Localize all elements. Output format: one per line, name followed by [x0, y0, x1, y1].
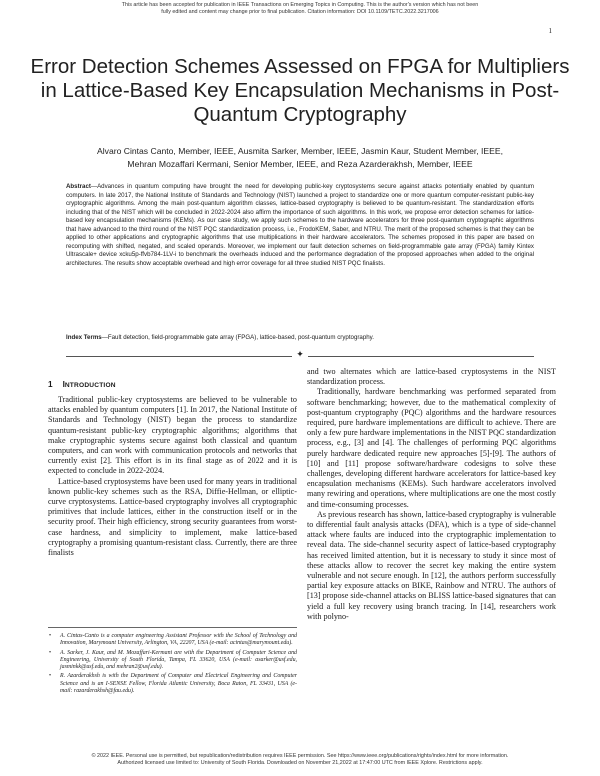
separator-line-right — [308, 356, 534, 357]
page-footer — [0, 753, 600, 767]
intro-paragraph-5: As previous research has shown, lattice-based cryptography is vulnerable to differential fault analysis attacks (DFA), which is a type of side-channel attack where faults are induced into the cryptographic implementation to reveal data. The side-channel security aspect of lattice-based cryptography has received limited attention, but it is necessary to study it since most of these attacks allow to recover the secret key making the entire system vulnerable and not secure enough. In [12], the authors perform successfully partial key exposure attacks on BIKE, Rainbow and NTRU. The authors of [13] propose side-channel attacks on BLISS lattice-based signatures that can yield a full key recovery using branch tracing. In [14], researchers work with polyno- — [307, 509, 556, 621]
index-terms — [66, 334, 534, 343]
bullet-icon: • — [49, 649, 52, 656]
license-line: Authorized licensed use limited to: University of South Florida. Downloaded on November 21,2022 at 17:47:00 UTC from IEEE Xplore. Restrictions apply. — [117, 760, 483, 766]
footnote-item — [48, 673, 297, 695]
separator-line-left — [66, 356, 292, 357]
bullet-icon: • — [49, 673, 52, 680]
footnote-text: A. Cintas-Canto is a computer engineering Assistant Professor with the School of Technology and Innovation, Marymount University, Arlington, VA, 22207, USA (e-mail: acintas@marymount.edu). — [60, 633, 297, 647]
section-heading-introduction — [48, 380, 116, 389]
intro-paragraph-1: Traditional public-key cryptosystems are believed to be vulnerable to attacks enabled by quantum computers [1]. In 2017, the National Institute of Standards and Technology (NIST) began the process to standardize quantum-resistant public-key cryptographic algorithms; algorithms that make cryptographic systems secure against both classical and quantum computers, and can work with communication protocols and networks that currently exist [2]. This effort is in its final stage as of 2022 and it is expected to conclude in 2022-2024. — [48, 395, 297, 476]
index-terms-text: —Fault detection, field-programmable gate array (FPGA), lattice-based, post-quantum cryptography. — [101, 334, 374, 341]
page-number: 1 — [548, 27, 552, 35]
section-title-rest: NTRODUCTION — [64, 382, 116, 389]
copyright-line: © 2022 IEEE. Personal use is permitted, but republication/redistribution requires IEEE permission. See https://www.ieee.org/publications/rights/index.html for more information. — [91, 753, 509, 759]
index-terms-label: Index Terms — [66, 334, 102, 341]
footnote-item — [48, 633, 297, 648]
footnote-item — [48, 650, 297, 672]
left-column — [48, 395, 297, 558]
abstract — [66, 183, 534, 268]
author-line-1: Alvaro Cintas Canto, Member, IEEE, Ausmita Sarker, Member, IEEE, Jasmin Kaur, Student Member, IEEE, — [97, 146, 503, 156]
author-line-2: Mehran Mozaffari Kermani, Senior Member, IEEE, and Reza Azarderakhsh, Member, IEEE — [127, 158, 473, 169]
intro-paragraph-3: and two alternates which are lattice-based cryptosystems in the NIST standardization process. — [307, 367, 556, 387]
abstract-label: Abstract — [66, 183, 91, 190]
paper-title: Error Detection Schemes Assessed on FPGA for Multipliers in Lattice-Based Key Encapsulation Mechanisms in Post-Quantum Cryptography — [30, 55, 570, 126]
section-number: 1 — [48, 380, 53, 389]
publication-notice: This article has been accepted for publication in IEEE Transactions on Emerging Topics in Computing. This is the author's version which has not been fully edited and content may change prior to final publication. Citation information: DOI 10.1109/TETC.2022.3217006 — [121, 2, 479, 15]
separator-diamond-icon: ✦ — [296, 350, 304, 360]
footnote-text: R. Azarderakhsh is with the Department of Computer and Electrical Engineering and Computer Science and is an I-SENSE Fellow, Florida Atlantic University, Boca Raton, FL 33431, USA (e-mail: razarderakhsh@fau.edu). — [60, 673, 297, 695]
intro-paragraph-2: Lattice-based cryptosystems have been used for many years in traditional known public-key schemes such as the RSA, Diffie-Hellman, or elliptic-curve cryptosystems. Lattice-based cryptography involves all cryptographic primitives that include lattices, either in the construction itself or in the security proof. Their high efficiency, strong security guarantees from worst-case hardness, and simplicity to implement, make lattice-based cryptography a promising quantum-resistant class. Currently, there are three finalists — [48, 476, 297, 558]
bullet-icon: • — [49, 633, 52, 639]
author-list — [40, 145, 560, 170]
footnote-rule — [48, 627, 297, 628]
right-column — [307, 367, 556, 622]
section-separator — [66, 352, 534, 362]
intro-paragraph-4: Traditionally, hardware benchmarking was performed separated from software benchmarking; however, due to the mathematical complexity of post-quantum cryptography (PQC) algorithms and the hardware resources required, pure hardware implementations are difficult to achieve. There are only a few pure hardware implementations in the NIST PQC standardization process, e.g., [3] and [4]. The challenges of performing PQC algorithms purely hardware dedicated require new approaches [5]-[9]. The authors of [10] and [11] propose software/hardware codesigns to solve these challenges, developing different hardware accelerators for lattice-based key encapsulation mechanisms (KEMs). Such hardware accelerators involved many rewiring and operations, where multiplications are one the most costly and time-consuming processes. — [307, 387, 556, 509]
footnote-text: A. Sarker, J. Kaur, and M. Mozaffari-Kermani are with the Department of Computer Science and Engineering, University of South Florida, Tampa, FL 33620, USA (e-mail: asarker@usf.edu, jasminkk@usf.edu, and mehran2@usf.edu). — [60, 649, 297, 671]
author-affiliation-footnotes — [48, 633, 297, 697]
section-title-initial: I — [62, 380, 65, 389]
abstract-text: —Advances in quantum computing have brought the need for developing public-key cryptosystems secure against attacks potentially enabled by quantum computers. In late 2017, the National Institute of Standards and Technology (NIST) launched a project to standardize one or more quantum computer-resistant public-key cryptographic algorithms. Among the main post-quantum algorithm classes, lattice-based cryptography is believed to be quantum-resistant. The standardization efforts including that of the NIST which will be concluded in 2022-2024 also affirm the importance of such algorithms. In this work, we propose error detection schemes for lattice-based key encapsulation mechanisms (KEMs). As our case study, we apply such schemes to the hardware accelerators for three post-quantum cryptographic algorithms that have advanced to the third round of the NIST PQC standardization process, i.e., FrodoKEM, Saber, and NTRU. The merit of the proposed schemes is that they can be applied to other applications and cryptographic algorithms that use multiplications in their hardware accelerators. The schemes proposed in this paper are based on recomputing with shifted, negated, and scaled operands. Moreover, we implement our fault detection schemes on field-programmable gate array (FPGA) family Kintex Ultrascale+ device xcku5p-ffvb784-1LV-i to benchmark the overheads induced and the performance degradation of the proposed approaches when added to the original architectures. The results show acceptable overhead and high error coverage for all three studied NIST PQC finalists. — [66, 183, 534, 267]
